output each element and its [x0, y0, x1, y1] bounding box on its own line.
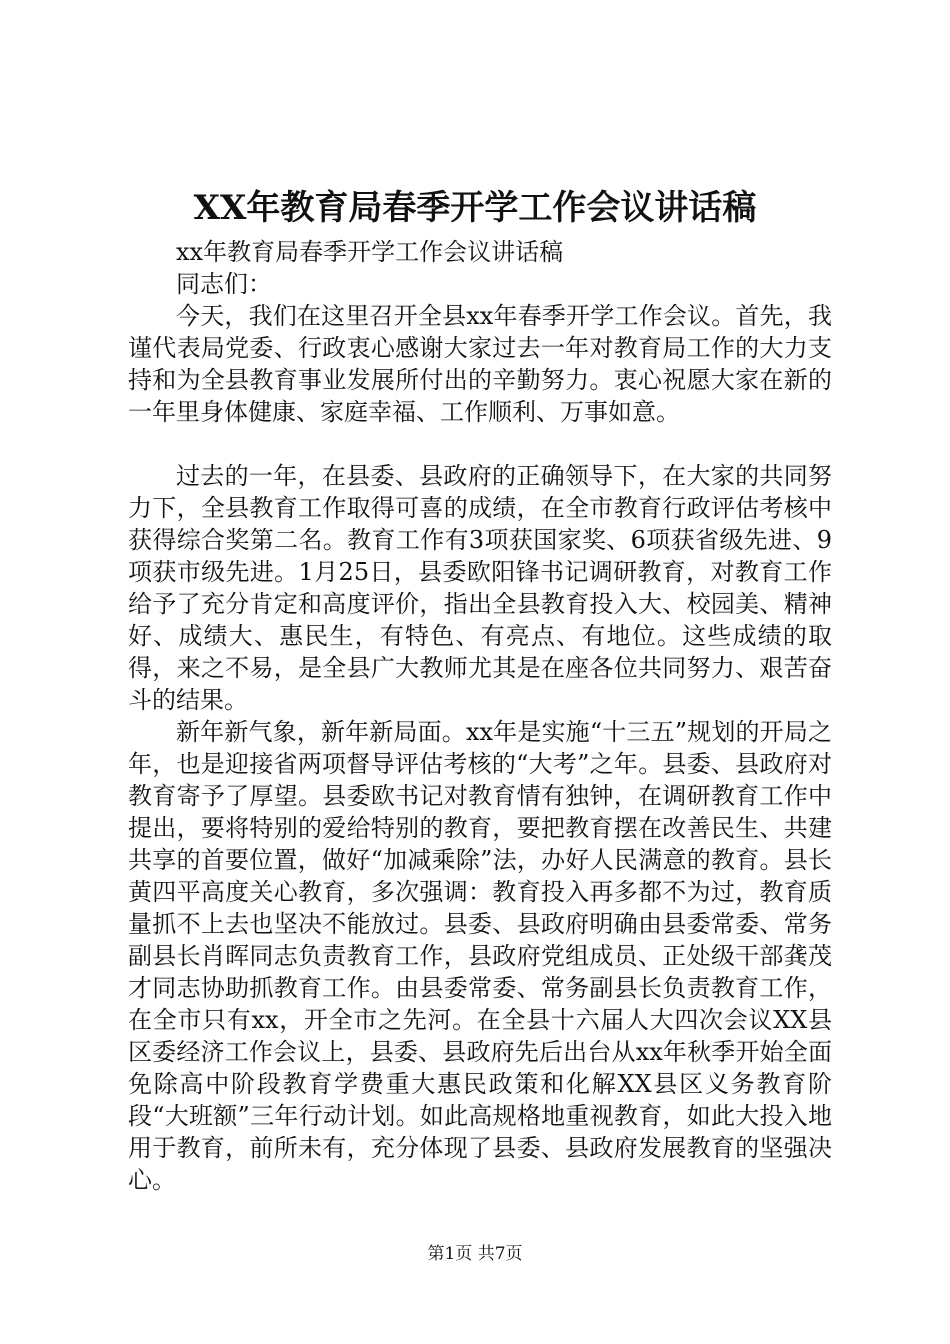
page-number-footer: 第1页 共7页 [427, 1244, 523, 1264]
body-paragraph: 过去的一年，在县委、县政府的正确领导下，在大家的共同努力下，全县教育工作取得可喜的成绩，在全市教育行政评估考核中获得综合奖第二名。教育工作有3项获国家奖、6项获省级先进、9项获市级先进。1月25日，县委欧阳锋书记调研教育，对教育工作给予了充分肯定和高度评价，指出全县教育投入大、校园美、精神好、成绩大、惠民生，有特色、有亮点、有地位。这些成绩的取得，来之不易，是全县广大教师尤其是在座各位共同努力、艰苦奋斗的结果。 [128, 462, 832, 714]
salutation-paragraph: 同志们： [176, 270, 272, 298]
body-paragraph: 新年新气象，新年新局面。xx年是实施“十三五”规划的开局之年，也是迎接省两项督导评估考核的“大考”之年。县委、县政府对教育寄予了厚望。县委欧书记对教育情有独钟，在调研教育工作中提出，要将特别的爱给特别的教育，要把教育摆在改善民生、共建共享的首要位置，做好“加减乘除”法，办好人民满意的教育。县长黄四平高度关心教育，多次强调：教育投入再多都不为过，教育质量抓不上去也坚决不能放过。县委、县政府明确由县委常委、常务副县长肖晖同志负责教育工作，县政府党组成员、正处级干部龚茂才同志协助抓教育工作。由县委常委、常务副县长负责教育工作，在全市只有xx，开全市之先河。在全县十六届人大四次会议XX县区委经济工作会议上，县委、县政府先后出台从xx年秋季开始全面免除高中阶段教育学费重大惠民政策和化解XX县区义务教育阶段“大班额”三年行动计划。如此高规格地重视教育，如此大投入地用于教育，前所未有，充分体现了县委、县政府发展教育的坚强决心。 [128, 718, 832, 1194]
subtitle-paragraph: xx年教育局春季开学工作会议讲话稿 [176, 238, 564, 266]
document-title: XX年教育局春季开学工作会议讲话稿 [193, 188, 757, 228]
document-body [128, 236, 832, 1196]
body-paragraph: 今天，我们在这里召开全县xx年春季开学工作会议。首先，我谨代表局党委、行政衷心感谢大家过去一年对教育局工作的大力支持和为全县教育事业发展所付出的辛勤努力。衷心祝愿大家在新的一年里身体健康、家庭幸福、工作顺利、万事如意。 [128, 302, 832, 426]
